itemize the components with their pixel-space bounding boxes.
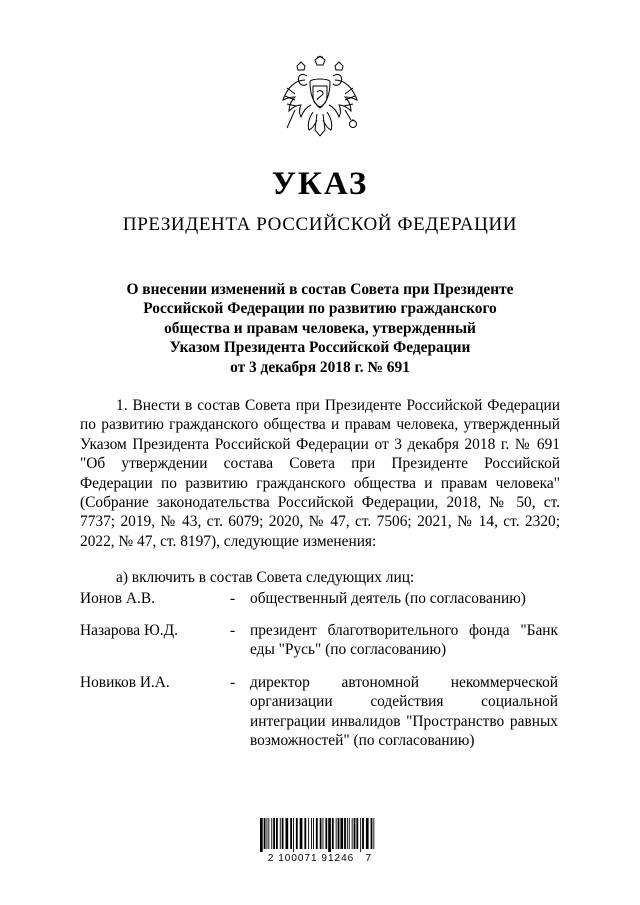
member-name: Назарова Ю.Д. [80,622,179,639]
barcode-bar [362,818,364,849]
barcode-bar [344,818,346,849]
barcode-bar [328,818,331,852]
heading-line: от 3 декабря 2018 г. № 691 [230,358,410,376]
member-name: Ионов А.В. [80,590,155,607]
barcode-bar [276,818,278,849]
barcode-bar [366,818,369,849]
barcode-bar [332,818,334,849]
barcode-bar [352,818,353,849]
barcode-bar [296,818,298,849]
barcode-bar [313,818,314,849]
barcode-bar [338,818,340,849]
member-role: директор автономной некоммерческой организации содействия социальной интеграции инвалидов "Пространство равных возможностей" (по согласованию) [250,674,558,750]
heading-line: Указом Президента Российской Федерации [169,339,471,357]
barcode-bar [264,818,266,849]
barcode-bar [268,818,269,849]
barcode-bar [293,818,294,852]
barcode-bar [267,818,268,849]
member-dash: - [230,622,236,639]
barcode-bar [336,818,337,849]
member-name: Новиков И.А. [80,674,170,691]
barcode-bar [308,818,309,849]
member-dash: - [230,590,236,607]
barcode-bar [354,818,356,849]
barcode-bar [282,818,284,849]
barcode-bar [325,818,327,849]
barcode-bar [280,818,281,849]
paragraph-1: 1. Внести в состав Совета при Президенте Российской Федерации по развитию гражданского общества и правам человека, утвержденный Указом Президента Российской Федерации от 3 декабря 2018 г. № 691 "Об утверждении состава Совета при Президенте Российской Федерации по развитию гражданского общества и правам человека" (Собрание законодательства Российской Федерации, 2018, № 50, ст. 7737; 2019, № 43, ст. 6079; 2020, № 47, ст. 7506; 2021, № 14, ст. 2320; 2022, № 47, ст. 8197), следующие изменения: [80,397,560,550]
barcode-bar [316,818,318,849]
barcode-icon [258,818,378,852]
member-dash: - [230,674,236,691]
barcode-bar [360,818,361,852]
barcode-bar [286,818,289,849]
list-intro: а) включить в состав Совета следующих лиц: [116,569,415,586]
barcode-bar [260,818,263,852]
barcode-bar [347,818,348,849]
barcode-bar [373,818,374,849]
heading-line: О внесении изменений в состав Совета при Президенте [126,281,514,298]
document-type-title: УКАЗ [271,166,369,202]
decree-body [80,396,560,551]
barcode-number: 2 100071 91246 7 [267,853,373,864]
heading-line: общества и правам человека, утвержденный [164,319,476,337]
barcode-bar [356,818,358,849]
barcode-bar [311,818,312,849]
barcode-bar [340,818,343,849]
barcode-bar [371,818,373,849]
member-role: президент благотворительного фонда "Банк еды "Русь" (по согласованию) [250,622,558,659]
document-heading [80,280,560,377]
barcode-bar [320,818,322,849]
member-role: общественный деятель (по согласованию) [250,590,526,607]
barcode-bar [271,818,272,849]
barcode-bar [290,818,292,849]
barcode-bar [273,818,275,849]
barcode-bar [323,818,324,849]
issuer-subtitle: ПРЕЗИДЕНТА РОССИЙСКОЙ ФЕДЕРАЦИИ [122,214,518,235]
barcode-bar [300,818,303,849]
coat-of-arms-icon [277,54,363,142]
barcode-bar [304,818,306,849]
barcode-bar [349,818,350,849]
heading-line: Российской Федерации по развитию гражданского [143,300,497,318]
